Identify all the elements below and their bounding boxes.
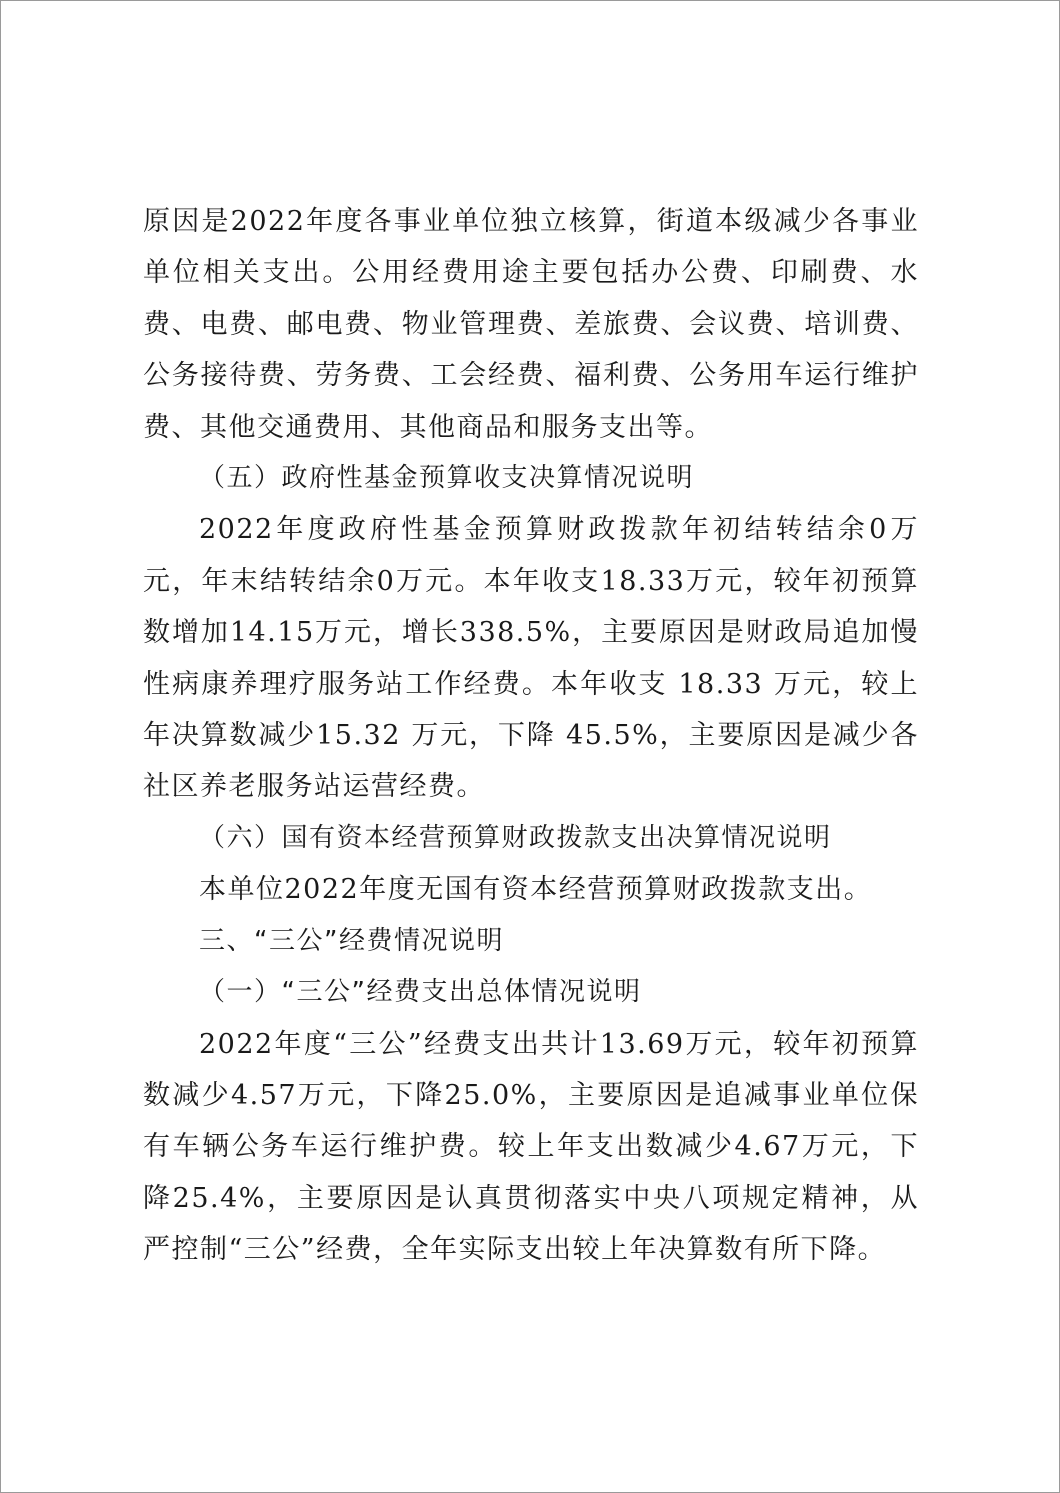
document-body: [143, 196, 919, 1276]
heading-three-public-overview: （一）“三公”经费支出总体情况说明: [199, 977, 642, 1008]
paragraph-public-expense-purpose: 原因是2022年度各事业单位独立核算，街道本级减少各事业单位相关支出。公用经费用途主要包括办公费、印刷费、水费、电费、邮电费、物业管理费、差旅费、会议费、培训费、公务接待费、劳务费、工会经费、福利费、公务用车运行维护费、其他交通费用、其他商品和服务支出等。: [143, 206, 919, 443]
paragraph-government-fund-budget: 2022年度政府性基金预算财政拨款年初结转结余0万元，年末结转结余0万元。本年收支18.33万元，较年初预算数增加14.15万元，增长338.5%，主要原因是财政局追加慢性病康养理疗服务站工作经费。本年收支 18.33 万元，较上年决算数减少15.32 万元，下降 45.5%，主要原因是减少各社区养老服务站运营经费。: [143, 514, 919, 803]
paragraph-state-capital-budget: 本单位2022年度无国有资本经营预算财政拨款支出。: [199, 874, 873, 906]
heading-government-fund-budget: （五）政府性基金预算收支决算情况说明: [199, 463, 695, 494]
heading-three-public-expenses: 三、“三公”经费情况说明: [199, 925, 504, 956]
heading-state-capital-budget: （六）国有资本经营预算财政拨款支出决算情况说明: [199, 822, 832, 853]
paragraph-three-public-overview: 2022年度“三公”经费支出共计13.69万元，较年初预算数减少4.57万元，下降25.0%，主要原因是追减事业单位保有车辆公务车运行维护费。较上年支出数减少4.67万元，下降25.4%，主要原因是认真贯彻落实中央八项规定精神，从严控制“三公”经费，全年实际支出较上年决算数有所下降。: [143, 1028, 919, 1266]
